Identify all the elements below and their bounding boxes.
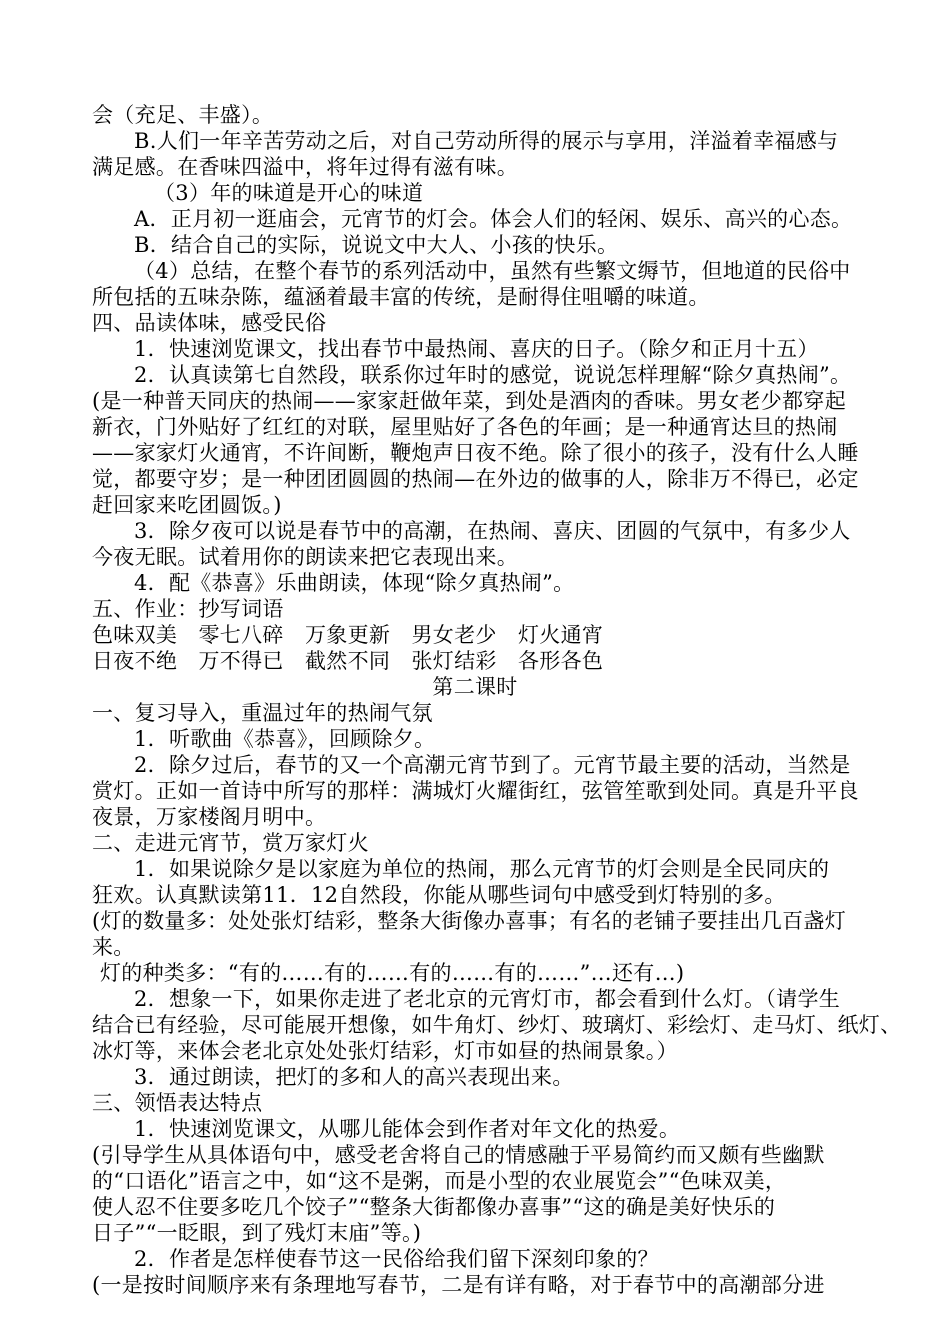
text-line: 2．作者是怎样使春节这一民俗给我们留下深刻印象的？ bbox=[134, 1247, 659, 1271]
vocab-row: 色味双美 零七八碎 万象更新 男女老少 灯火通宵 bbox=[92, 623, 604, 647]
text-line: 1．快速浏览课文，从哪儿能体会到作者对年文化的热爱。 bbox=[134, 1117, 681, 1141]
text-line: 夜景，万家楼阁月明中。 bbox=[92, 805, 327, 829]
vocab-row: 日夜不绝 万不得已 截然不同 张灯结彩 各形各色 bbox=[92, 649, 604, 673]
text-line: 来。 bbox=[92, 935, 135, 959]
text-line: A．正月初一逛庙会，元宵节的灯会。体会人们的轻闲、娱乐、高兴的心态。 bbox=[134, 207, 853, 231]
section-heading: 五、作业：抄写词语 bbox=[92, 597, 284, 621]
text-line: 1．快速浏览课文，找出春节中最热闹、喜庆的日子。（除夕和正月十五） bbox=[134, 337, 819, 361]
text-line: 的“口语化”语言之中，如“这不是粥，而是小型的农业展览会”“色味双美， bbox=[92, 1169, 787, 1193]
text-line: 觉，都要守岁；是一种团团圆圆的热闹—在外边的做事的人，除非万不得已，必定 bbox=[92, 467, 859, 491]
text-line: 1．听歌曲《恭喜》，回顾除夕。 bbox=[134, 727, 436, 751]
text-line: 狂欢。认真默读第11．12自然段，你能从哪些词句中感受到灯特别的多。 bbox=[92, 883, 786, 907]
text-line: 今夜无眠。试着用你的朗读来把它表现出来。 bbox=[92, 545, 518, 569]
text-line: 3．通过朗读，把灯的多和人的高兴表现出来。 bbox=[134, 1065, 574, 1089]
text-line: 4．配《恭喜》乐曲朗读，体现“除夕真热闹”。 bbox=[134, 571, 575, 595]
text-line: 日子”“一眨眼，到了残灯末庙”等。) bbox=[92, 1221, 422, 1245]
lesson-title: 第二课时 bbox=[432, 675, 518, 699]
text-line: 所包括的五味杂陈，蕴涵着最丰富的传统，是耐得住咀嚼的味道。 bbox=[92, 285, 710, 309]
text-line: B.人们一年辛苦劳动之后，对自己劳动所得的展示与享用，洋溢着幸福感与 bbox=[134, 129, 839, 153]
text-line: B．结合自己的实际，说说文中大人、小孩的快乐。 bbox=[134, 233, 619, 257]
text-line: 赏灯。正如一首诗中所写的那样：满城灯火耀街红，弦管笙歌到处同。真是升平良 bbox=[92, 779, 859, 803]
text-line: (灯的数量多：处处张灯结彩，整条大街像办喜事；有名的老铺子要挂出几百盏灯 bbox=[92, 909, 846, 933]
text-line: 赶回家来吃团圆饭。) bbox=[92, 493, 282, 517]
text-line: 2．想象一下，如果你走进了老北京的元宵灯市，都会看到什么灯。（请学生 bbox=[134, 987, 841, 1011]
text-line: 冰灯等，来体会老北京处处张灯结彩，灯市如昼的热闹景象。） bbox=[92, 1039, 678, 1063]
text-line: 新衣，门外贴好了红红的对联，屋里贴好了各色的年画；是一种通宵达旦的热闹 bbox=[92, 415, 838, 439]
text-line: 使人忍不住要多吃几个饺子”“整条大街都像办喜事”“这的确是美好快乐的 bbox=[92, 1195, 776, 1219]
text-line: 满足感。在香味四溢中，将年过得有滋有味。 bbox=[92, 155, 518, 179]
text-line: ——家家灯火通宵，不许间断，鞭炮声日夜不绝。除了很小的孩子，没有什么人睡 bbox=[92, 441, 859, 465]
text-line: （4）总结，在整个春节的系列活动中，虽然有些繁文缛节，但地道的民俗中 bbox=[134, 259, 851, 283]
text-line: 会（充足、丰盛）。 bbox=[92, 103, 274, 127]
text-line: (是一种普天同庆的热闹——家家赶做年菜，到处是酒肉的香味。男女老少都穿起 bbox=[92, 389, 846, 413]
text-line: 结合已有经验，尽可能展开想像，如牛角灯、纱灯、玻璃灯、彩绘灯、走马灯、纸灯、 bbox=[92, 1013, 902, 1037]
section-heading: 二、走进元宵节，赏万家灯火 bbox=[92, 831, 369, 855]
text-line: 1．如果说除夕是以家庭为单位的热闹，那么元宵节的灯会则是全民同庆的 bbox=[134, 857, 830, 881]
section-heading: 三、领悟表达特点 bbox=[92, 1091, 263, 1115]
section-heading: 四、品读体味，感受民俗 bbox=[92, 311, 327, 335]
section-heading: 一、复习导入，重温过年的热闹气氛 bbox=[92, 701, 433, 725]
text-line: （3）年的味道是开心的味道 bbox=[154, 181, 424, 205]
text-line: 3．除夕夜可以说是春节中的高潮，在热闹、喜庆、团圆的气氛中，有多少人 bbox=[134, 519, 851, 543]
text-line: (一是按时间顺序来有条理地写春节，二是有详有略，对于春节中的高潮部分进 bbox=[92, 1273, 825, 1297]
text-line: 2．除夕过后，春节的又一个高潮元宵节到了。元宵节最主要的活动，当然是 bbox=[134, 753, 851, 777]
text-line: 灯的种类多：“有的……有的……有的……有的……”…还有…) bbox=[100, 961, 685, 985]
text-line: 2．认真读第七自然段，联系你过年时的感觉，说说怎样理解“除夕真热闹”。 bbox=[134, 363, 852, 387]
text-line: (引导学生从具体语句中，感受老舍将自己的情感融于平易简约而又颇有些幽默 bbox=[92, 1143, 825, 1167]
